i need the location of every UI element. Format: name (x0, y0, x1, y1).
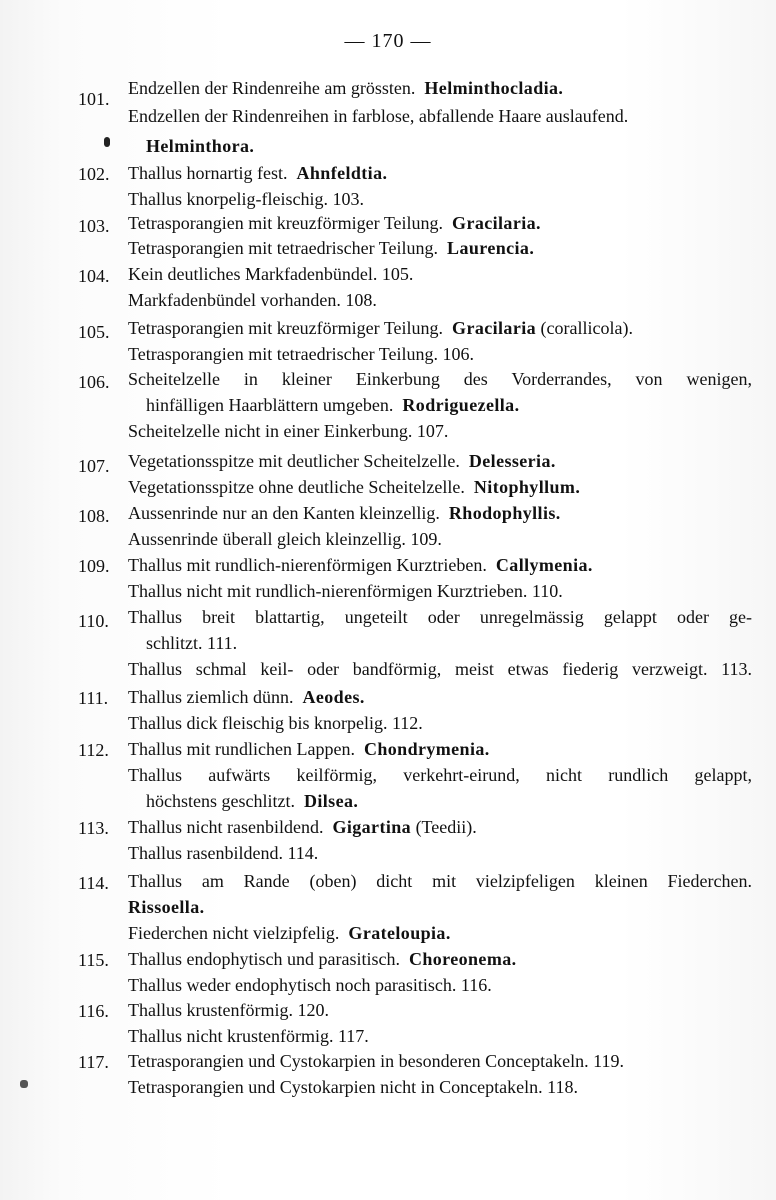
genus-name: Gigartina (332, 817, 412, 837)
ink-speck (104, 137, 110, 147)
entry-line: Aussenrinde überall gleich kleinzellig. 109. (128, 529, 442, 549)
entry-number: 117. (78, 1052, 109, 1072)
entry-line: Scheitelzelle in kleiner Einkerbung des Vorderrandes, von wenigen, (128, 369, 752, 389)
entry-line: Vegetationsspitze ohne deutliche Scheitelzelle. Nitophyllum. (128, 477, 581, 497)
entry-number: 115. (78, 950, 109, 970)
entry-number: 113. (78, 818, 109, 838)
entry-number: 107. (78, 456, 110, 476)
entry-number: 104. (78, 266, 110, 286)
entry-line: Fiederchen nicht vielzipfelig. Grateloupia. (128, 923, 451, 943)
entry-number: 108. (78, 506, 110, 526)
genus-name: Dilsea. (303, 791, 359, 811)
entry-line: Thallus weder endophytisch noch parasitisch. 116. (128, 975, 492, 995)
entry-line: Tetrasporangien mit kreuzförmiger Teilung. Gracilaria. (128, 213, 541, 233)
entry-line: Tetrasporangien mit kreuzförmiger Teilung. Gracilaria (corallicola). (128, 318, 633, 338)
genus-name: Rodriguezella. (402, 395, 520, 415)
entry-line: Markfadenbündel vorhanden. 108. (128, 290, 377, 310)
entry-line: schlitzt. 111. (146, 633, 238, 653)
genus-name: Aeodes. (302, 687, 365, 707)
entry-number: 110. (78, 611, 109, 631)
entry-line: Thallus dick fleischig bis knorpelig. 112. (128, 713, 423, 733)
entry-line: Thallus hornartig fest. Ahnfeldtia. (128, 163, 388, 183)
entry-line: Thallus schmal keil- oder bandförmig, meist etwas fiederig verzweigt. 113. (128, 659, 752, 679)
genus-name: Callymenia. (495, 555, 593, 575)
genus-name: Rissoella. (128, 897, 205, 917)
entry-line: Thallus krustenförmig. 120. (128, 1000, 329, 1020)
entry-line: Scheitelzelle nicht in einer Einkerbung. 107. (128, 421, 449, 441)
entry-number: 105. (78, 322, 110, 342)
entry-number: 109. (78, 556, 110, 576)
entry-number: 103. (78, 216, 110, 236)
genus-name: Gracilaria (452, 318, 537, 338)
entry-number: 101. (78, 89, 110, 109)
entry-line: Thallus nicht mit rundlich-nierenförmigen Kurztrieben. 110. (128, 581, 563, 601)
entry-line: Thallus aufwärts keilförmig, verkehrt-eirund, nicht rundlich gelappt, (128, 765, 752, 785)
entry-line: höchstens geschlitzt. Dilsea. (146, 791, 359, 811)
entry-line: Thallus am Rande (oben) dicht mit vielzipfeligen kleinen Fiederchen. (128, 871, 752, 891)
entry-line: Thallus knorpelig-fleischig. 103. (128, 189, 364, 209)
entry-number: 112. (78, 740, 109, 760)
ink-speck (20, 1080, 28, 1088)
entry-line: Endzellen der Rindenreihe am grössten. Helminthocladia. (128, 78, 564, 98)
genus-name: Rhodophyllis. (448, 503, 561, 523)
entry-line: Tetrasporangien und Cystokarpien nicht in Conceptakeln. 118. (128, 1077, 578, 1097)
entry-line: Aussenrinde nur an den Kanten kleinzellig. Rhodophyllis. (128, 503, 561, 523)
entry-line: Thallus nicht krustenförmig. 117. (128, 1026, 369, 1046)
entry-number: 114. (78, 873, 109, 893)
genus-name: Chondrymenia. (363, 739, 490, 759)
entry-line: Tetrasporangien und Cystokarpien in besonderen Conceptakeln. 119. (128, 1051, 624, 1071)
entry-number: 102. (78, 164, 110, 184)
genus-name: Laurencia. (447, 238, 535, 258)
genus-name: Choreonema. (408, 949, 517, 969)
genus-name: Helminthocladia. (424, 78, 564, 98)
entry-line: Kein deutliches Markfadenbündel. 105. (128, 264, 414, 284)
entry-line: Tetrasporangien mit tetraedrischer Teilung. Laurencia. (128, 238, 535, 258)
entry-line: Thallus endophytisch und parasitisch. Choreonema. (128, 949, 517, 969)
entry-line: Tetrasporangien mit tetraedrischer Teilung. 106. (128, 344, 475, 364)
entry-line: hinfälligen Haarblättern umgeben. Rodriguezella. (146, 395, 520, 415)
entry-number: 111. (78, 688, 109, 708)
entry-line: Thallus mit rundlich-nierenförmigen Kurztrieben. Callymenia. (128, 555, 593, 575)
entry-line: Thallus mit rundlichen Lappen. Chondrymenia. (128, 739, 490, 759)
entry-line: Thallus breit blattartig, ungeteilt oder unregelmässig gelappt oder ge- (128, 607, 752, 627)
genus-name: Grateloupia. (348, 923, 451, 943)
entry-number: 106. (78, 372, 110, 392)
genus-name: Gracilaria. (452, 213, 541, 233)
entry-number: 116. (78, 1001, 109, 1021)
entry-line: Endzellen der Rindenreihen in farblose, abfallende Haare auslaufend. (128, 106, 629, 126)
genus-name: Helminthora. (146, 136, 255, 156)
page-number: — 170 — (344, 30, 432, 52)
entry-line: Vegetationsspitze mit deutlicher Scheitelzelle. Delesseria. (128, 451, 556, 471)
genus-name: Ahnfeldtia. (296, 163, 388, 183)
entry-line: Thallus ziemlich dünn. Aeodes. (128, 687, 365, 707)
entry-line: Thallus rasenbildend. 114. (128, 843, 319, 863)
entry-line: Thallus nicht rasenbildend. Gigartina (Teedii). (128, 817, 477, 837)
genus-name: Nitophyllum. (473, 477, 581, 497)
genus-name: Delesseria. (468, 451, 556, 471)
